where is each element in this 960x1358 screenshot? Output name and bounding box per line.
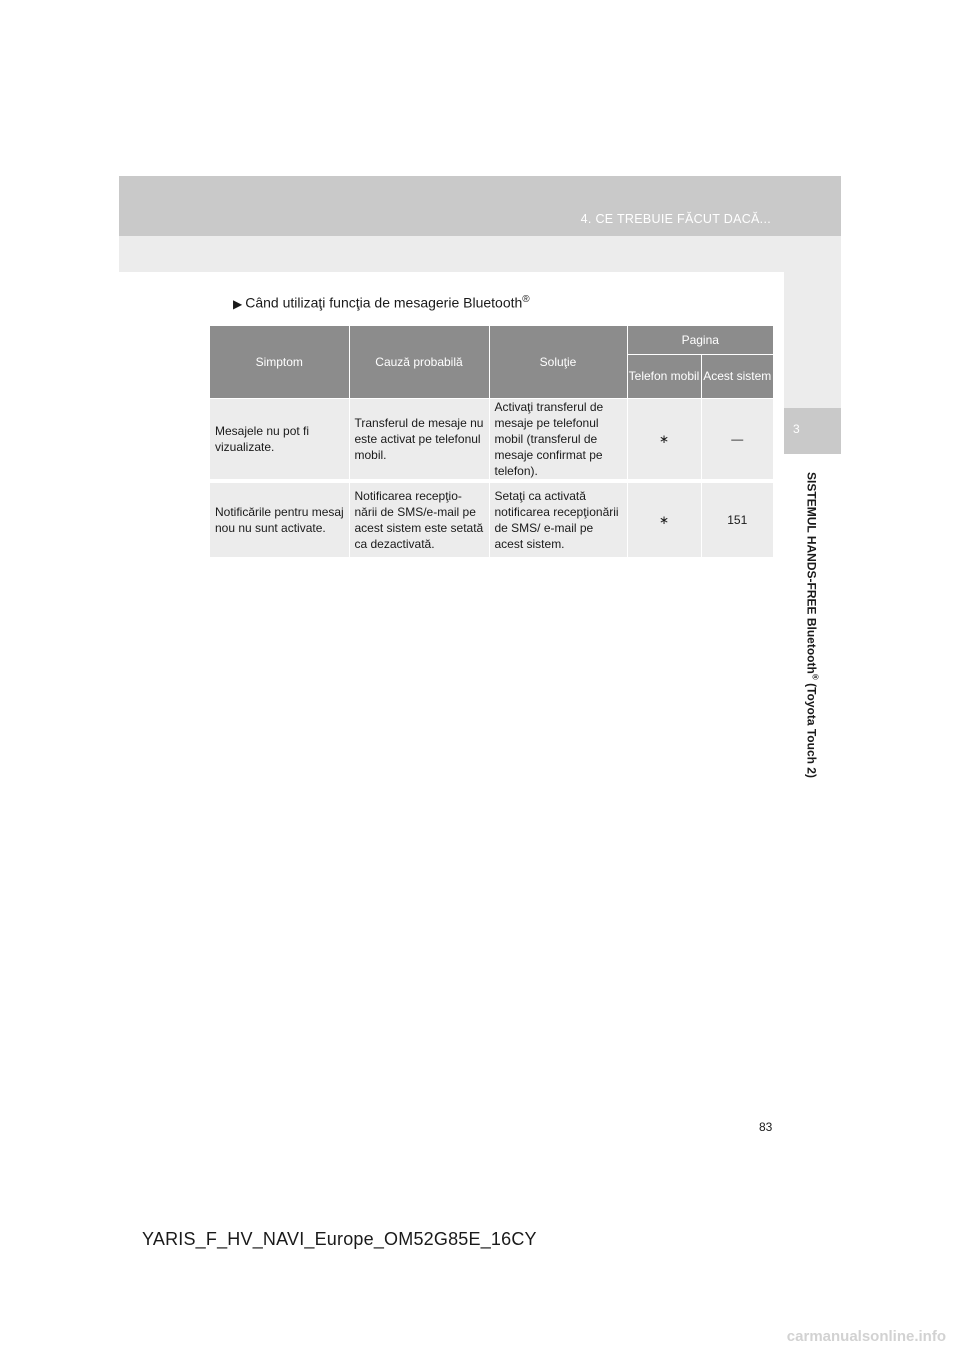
header-system: Acest sistem (701, 354, 773, 398)
chapter-label-suffix: (Toyota Touch 2) (804, 679, 819, 778)
arrow-right-icon: ▶ (233, 296, 243, 311)
document-code: YARIS_F_HV_NAVI_Europe_OM52G85E_16CY (142, 1229, 537, 1249)
header-page: Pagina (627, 326, 773, 354)
table-row (210, 481, 773, 559)
chapter-label-registered: ® (810, 673, 820, 680)
cell-symptom: Notificările pentru mesaj nou nu sunt activate. (210, 481, 349, 559)
cell-system-page: 151 (701, 481, 773, 559)
cell-phone-page: ∗ (627, 398, 701, 481)
cell-cause: Notificarea recepţio-nării de SMS/e-mail pe acest sistem este setată ca dezactivată. (349, 481, 489, 559)
section-heading (233, 294, 530, 311)
header-solution: Soluţie (489, 326, 627, 398)
side-tab-upper (784, 272, 841, 408)
chapter-number: 3 (793, 422, 800, 436)
page-number: 83 (759, 1120, 773, 1134)
chapter-label-main: SISTEMUL HANDS-FREE Bluetooth (804, 472, 819, 674)
cell-cause: Transferul de mesaje nu este activat pe telefonul mobil. (349, 398, 489, 481)
chapter-side-label (805, 472, 820, 778)
header-band (119, 176, 841, 236)
header-subband (119, 236, 841, 272)
table-row (210, 398, 773, 481)
header-phone: Telefon mobil (627, 354, 701, 398)
troubleshooting-table (210, 326, 773, 561)
cell-phone-page: ∗ (627, 481, 701, 559)
section-heading-registered: ® (522, 294, 530, 305)
section-title: 4. CE TREBUIE FĂCUT DACĂ... (580, 212, 771, 226)
cell-solution: Setaţi ca activată notificarea recepţionării de SMS/ e-mail pe acest sistem. (489, 481, 627, 559)
cell-solution: Activaţi transferul de mesaje pe telefonul mobil (transferul de mesaje confirmat pe telefon). (489, 398, 627, 481)
chapter-tab (784, 408, 841, 454)
cell-symptom: Mesajele nu pot fi vizualizate. (210, 398, 349, 481)
cell-system-page: — (701, 398, 773, 481)
watermark: carmanualsonline.info (786, 1328, 946, 1345)
section-heading-text: Când utilizaţi funcţia de mesagerie Bluetooth (245, 294, 523, 311)
header-cause: Cauză probabilă (349, 326, 489, 398)
header-symptom: Simptom (210, 326, 349, 398)
